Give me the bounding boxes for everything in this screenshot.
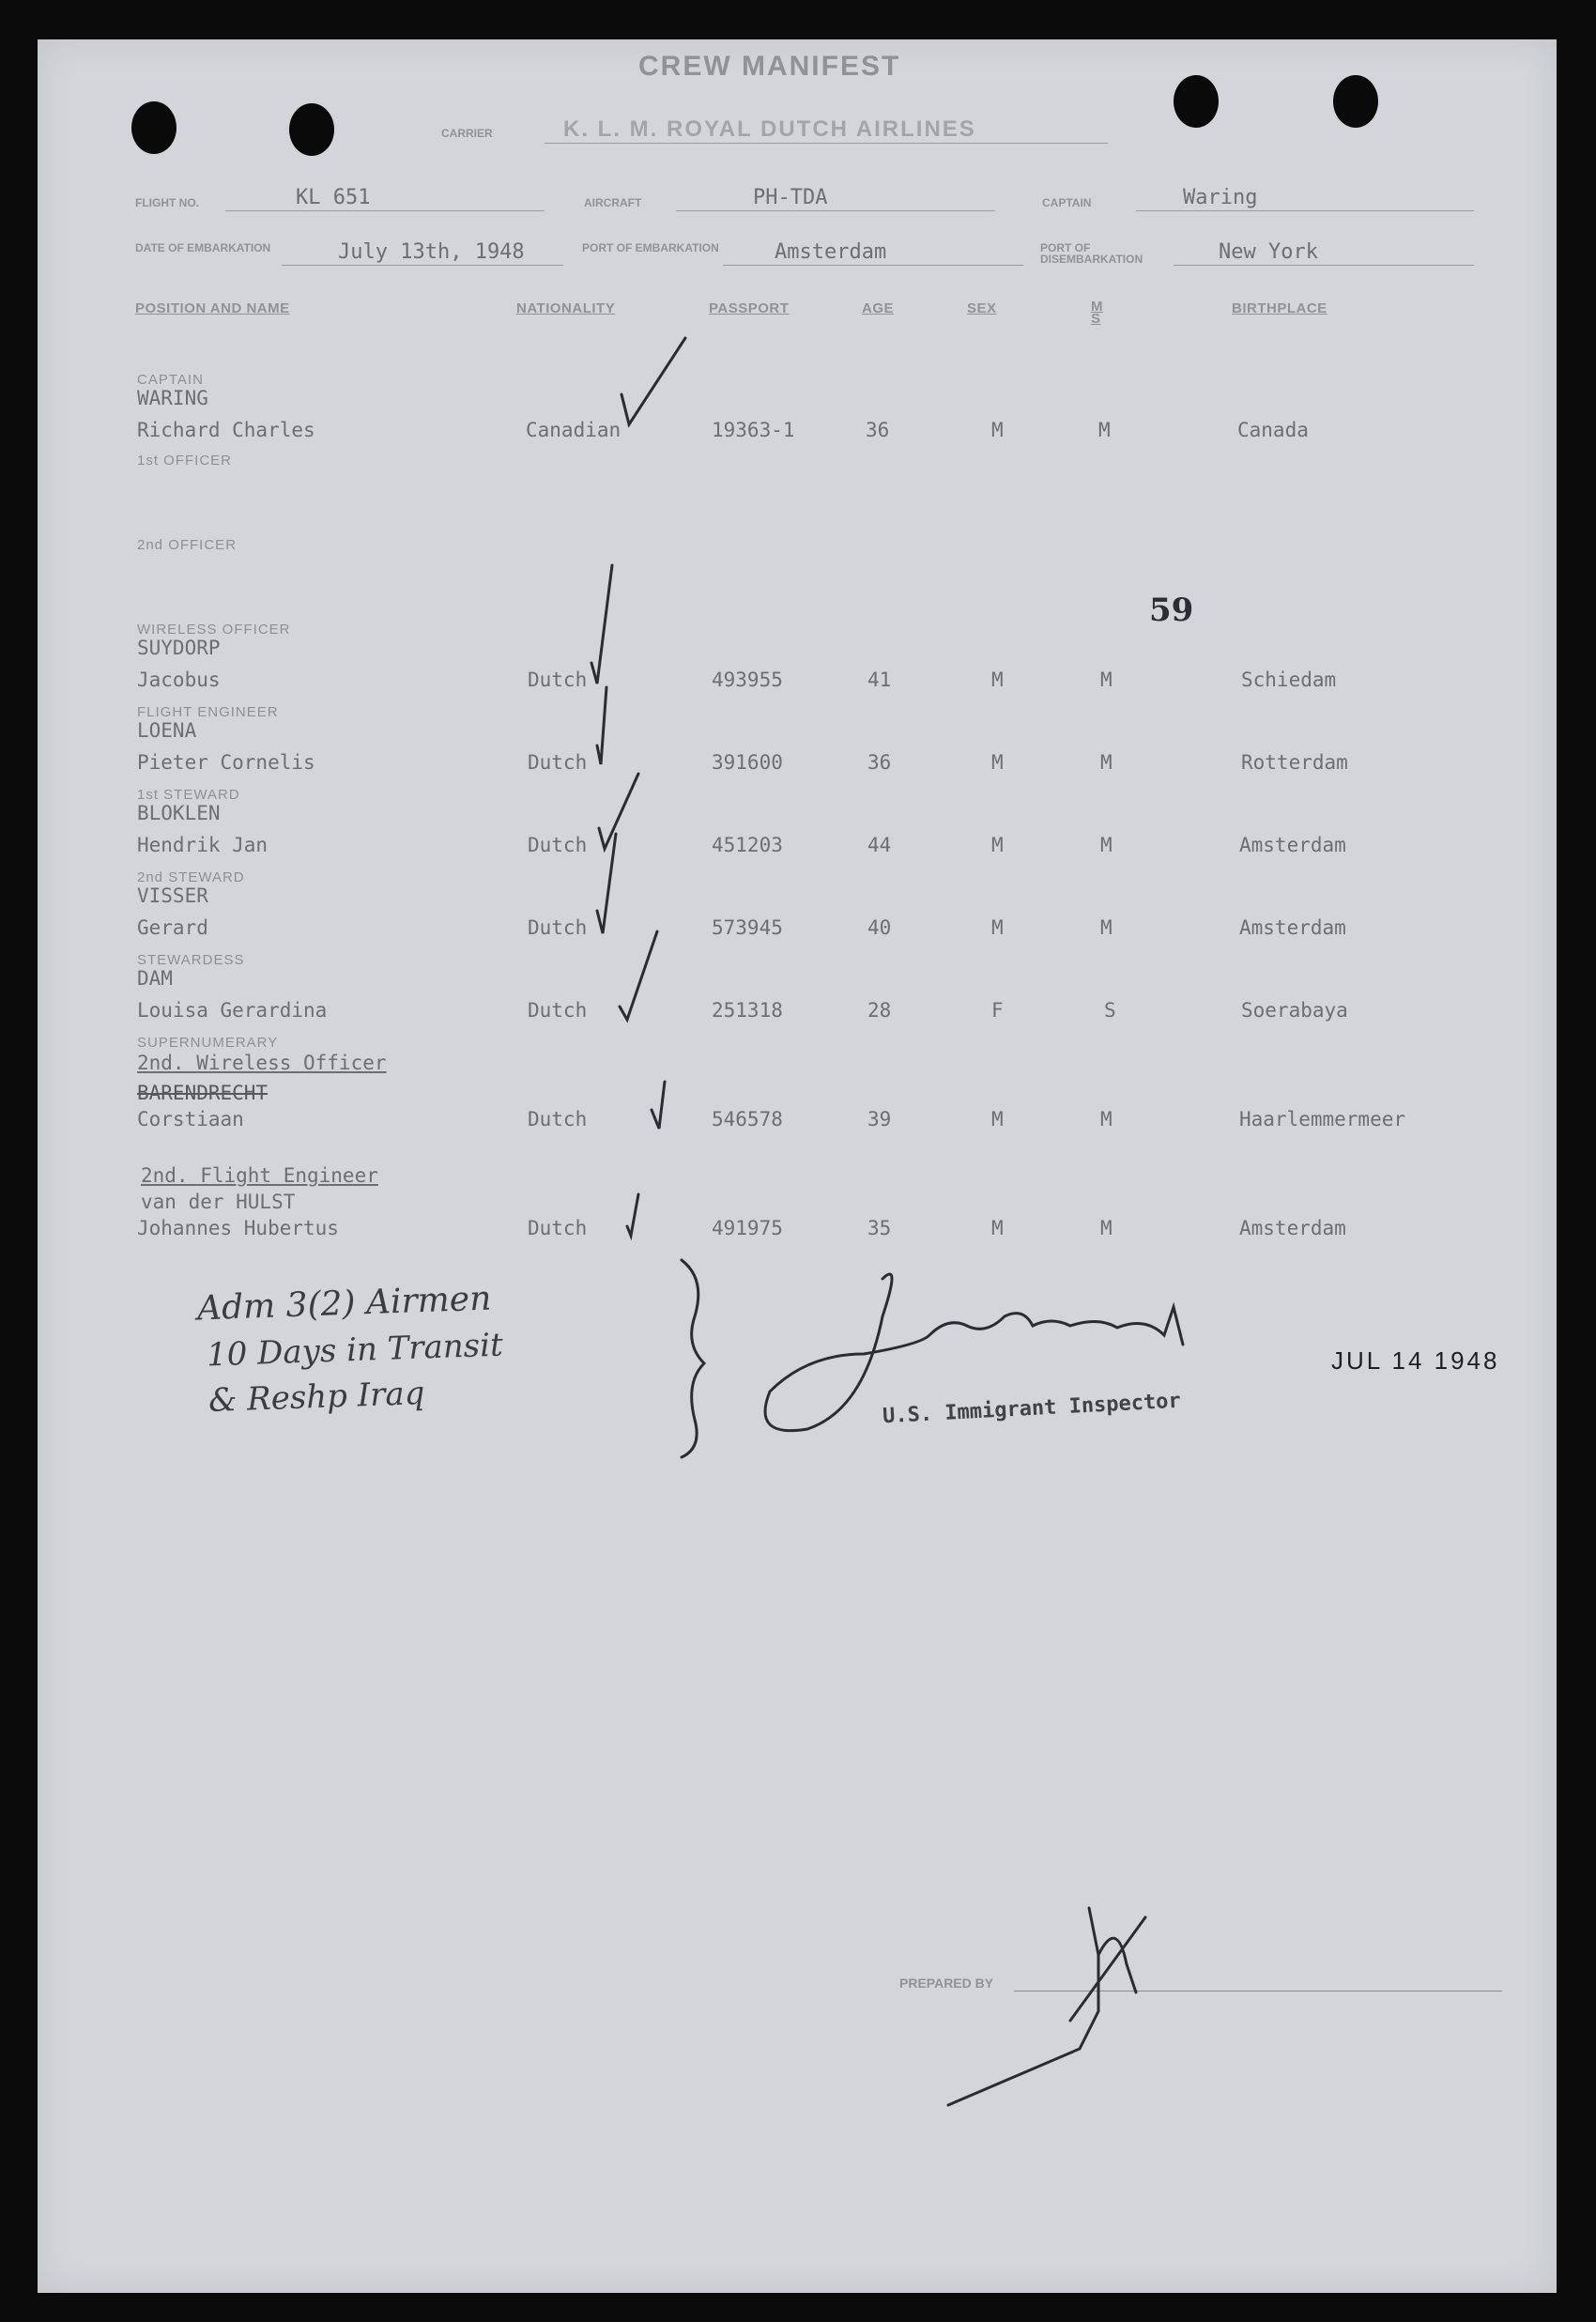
crew-role: 1st STEWARD (137, 787, 240, 803)
inspector-label: U.S. Immigrant Inspector (882, 1389, 1182, 1429)
col-ms: M S (1091, 299, 1103, 327)
crew-given-name: Gerard (137, 916, 208, 939)
crew-sex: M (991, 751, 1004, 774)
crew-age: 36 (867, 751, 892, 774)
crew-ms: S (1104, 999, 1116, 1022)
crew-surname: LOENA (137, 719, 197, 742)
checkmark-icon (622, 338, 685, 424)
port-emb-label: PORT OF EMBARKATION (582, 241, 719, 254)
crew-sex: M (991, 834, 1004, 856)
port-dis-label: PORT OF DISEMBARKATION (1040, 241, 1143, 266)
crew-passport: 19363-1 (712, 419, 795, 441)
crew-surname: BLOKLEN (137, 802, 221, 824)
crew-role: WIRELESS OFFICER (137, 622, 291, 638)
crew-given-name: Pieter Cornelis (137, 751, 315, 774)
crew-role: CAPTAIN (137, 372, 204, 388)
crew-birthplace: Haarlemmermeer (1239, 1108, 1406, 1130)
col-nationality: NATIONALITY (516, 300, 616, 316)
checkmark-icon (591, 565, 612, 684)
crew-birthplace: Canada (1237, 419, 1309, 441)
date-value: July 13th, 1948 (338, 240, 525, 264)
crew-sex: M (991, 916, 1004, 939)
carrier-value: K. L. M. ROYAL DUTCH AIRLINES (563, 116, 976, 142)
crew-sex: F (991, 999, 1004, 1022)
crew-passport: 493955 (712, 669, 783, 691)
crew-birthplace: Soerabaya (1241, 999, 1348, 1022)
crew-surname: SUYDORP (137, 637, 221, 659)
crew-birthplace: Rotterdam (1241, 751, 1348, 774)
captain-value: Waring (1183, 186, 1258, 209)
stamp-date: JUL 14 1948 (1331, 1346, 1500, 1375)
handwritten-note-line: 10 Days in Transit (206, 1326, 504, 1375)
crew-age: 39 (867, 1108, 892, 1130)
checkmark-icon (620, 931, 657, 1020)
crew-role: 1st OFFICER (137, 453, 233, 469)
port-emb-value: Amsterdam (775, 240, 887, 264)
crew-nationality: Canadian (526, 419, 622, 441)
ink-marks (38, 39, 1557, 2293)
crew-role: STEWARDESS (137, 952, 245, 968)
crew-age: 40 (867, 916, 892, 939)
crew-passport: 451203 (712, 834, 783, 856)
col-sex: SEX (967, 300, 997, 316)
crew-ms: M (1100, 1217, 1113, 1239)
col-age: AGE (862, 300, 895, 316)
port-dis-value: New York (1219, 240, 1318, 264)
crew-passport: 573945 (712, 916, 783, 939)
checkmark-icon (599, 774, 638, 849)
crew-ms: M (1100, 834, 1113, 856)
checkmark-icon (627, 1194, 638, 1236)
crew-ms: M (1100, 1108, 1113, 1130)
crew-given-name: Corstiaan (137, 1108, 244, 1130)
crew-age: 41 (867, 669, 892, 691)
crew-nationality: Dutch (528, 669, 588, 691)
crew-nationality: Dutch (528, 999, 588, 1022)
crew-sex: M (991, 1217, 1004, 1239)
checkmark-icon (597, 687, 606, 764)
crew-passport: 251318 (712, 999, 783, 1022)
crew-ms: M (1100, 751, 1113, 774)
crew-given-name: Jacobus (137, 669, 221, 691)
manifest-sheet (38, 39, 1557, 2293)
crew-nationality: Dutch (528, 751, 588, 774)
crew-given-name: Richard Charles (137, 419, 315, 441)
flight-no-label: FLIGHT NO. (135, 196, 199, 209)
crew-birthplace: Amsterdam (1239, 916, 1346, 939)
crew-role: FLIGHT ENGINEER (137, 704, 279, 720)
crew-sex: M (991, 419, 1004, 441)
crew-ms: M (1100, 916, 1113, 939)
crew-birthplace: Amsterdam (1239, 834, 1346, 856)
flight-no-value: KL 651 (296, 186, 371, 209)
handwritten-note-line: Adm 3(2) Airmen (196, 1279, 492, 1329)
handwritten-note-line: & Reshp Iraq (207, 1374, 426, 1421)
crew-sex: M (991, 669, 1004, 691)
col-position-name: POSITION AND NAME (135, 300, 290, 316)
aircraft-label: AIRCRAFT (584, 196, 642, 209)
signature-icon (765, 1274, 1183, 1431)
prepared-by-label: PREPARED BY (899, 1976, 994, 1991)
crew-surname: 2nd. Flight Engineer (141, 1164, 378, 1187)
crew-ms: M (1098, 419, 1111, 441)
aircraft-value: PH-TDA (753, 186, 828, 209)
page-number: 59 (1149, 592, 1194, 629)
crew-nationality: Dutch (528, 1108, 588, 1130)
carrier-label: CARRIER (441, 127, 493, 140)
crew-age: 44 (867, 834, 892, 856)
crew-ms: M (1100, 669, 1113, 691)
crew-nationality: Dutch (528, 916, 588, 939)
crew-surname: DAM (137, 967, 173, 990)
crew-age: 28 (867, 999, 892, 1022)
captain-label: CAPTAIN (1042, 196, 1092, 209)
crew-surname: 2nd. Wireless Officer (137, 1052, 387, 1074)
crew-role: 2nd STEWARD (137, 869, 245, 885)
crew-nationality: Dutch (528, 1217, 588, 1239)
crew-surname: van der HULST (141, 1191, 296, 1213)
crew-age: 35 (867, 1217, 892, 1239)
crew-given-name: Johannes Hubertus (137, 1217, 339, 1239)
checkmark-icon (597, 834, 616, 933)
date-label: DATE OF EMBARKATION (135, 241, 271, 254)
crew-birthplace: Amsterdam (1239, 1217, 1346, 1239)
crew-surname: BARENDRECHT (137, 1082, 269, 1104)
crew-passport: 491975 (712, 1217, 783, 1239)
page-title: CREW MANIFEST (638, 51, 901, 82)
crew-passport: 391600 (712, 751, 783, 774)
col-birthplace: BIRTHPLACE (1232, 300, 1327, 316)
crew-birthplace: Schiedam (1241, 669, 1337, 691)
col-passport: PASSPORT (709, 300, 790, 316)
crew-age: 36 (866, 419, 890, 441)
crew-nationality: Dutch (528, 834, 588, 856)
crew-surname: VISSER (137, 884, 208, 907)
crew-surname: WARING (137, 387, 208, 409)
checkmark-icon (652, 1082, 665, 1129)
crew-passport: 546578 (712, 1108, 783, 1130)
signature-icon (948, 1908, 1145, 2105)
crew-sex: M (991, 1108, 1004, 1130)
crew-role: SUPERNUMERARY (137, 1035, 279, 1051)
brace-icon (682, 1260, 704, 1457)
crew-role: 2nd OFFICER (137, 537, 238, 553)
crew-given-name: Hendrik Jan (137, 834, 269, 856)
crew-given-name: Louisa Gerardina (137, 999, 328, 1022)
